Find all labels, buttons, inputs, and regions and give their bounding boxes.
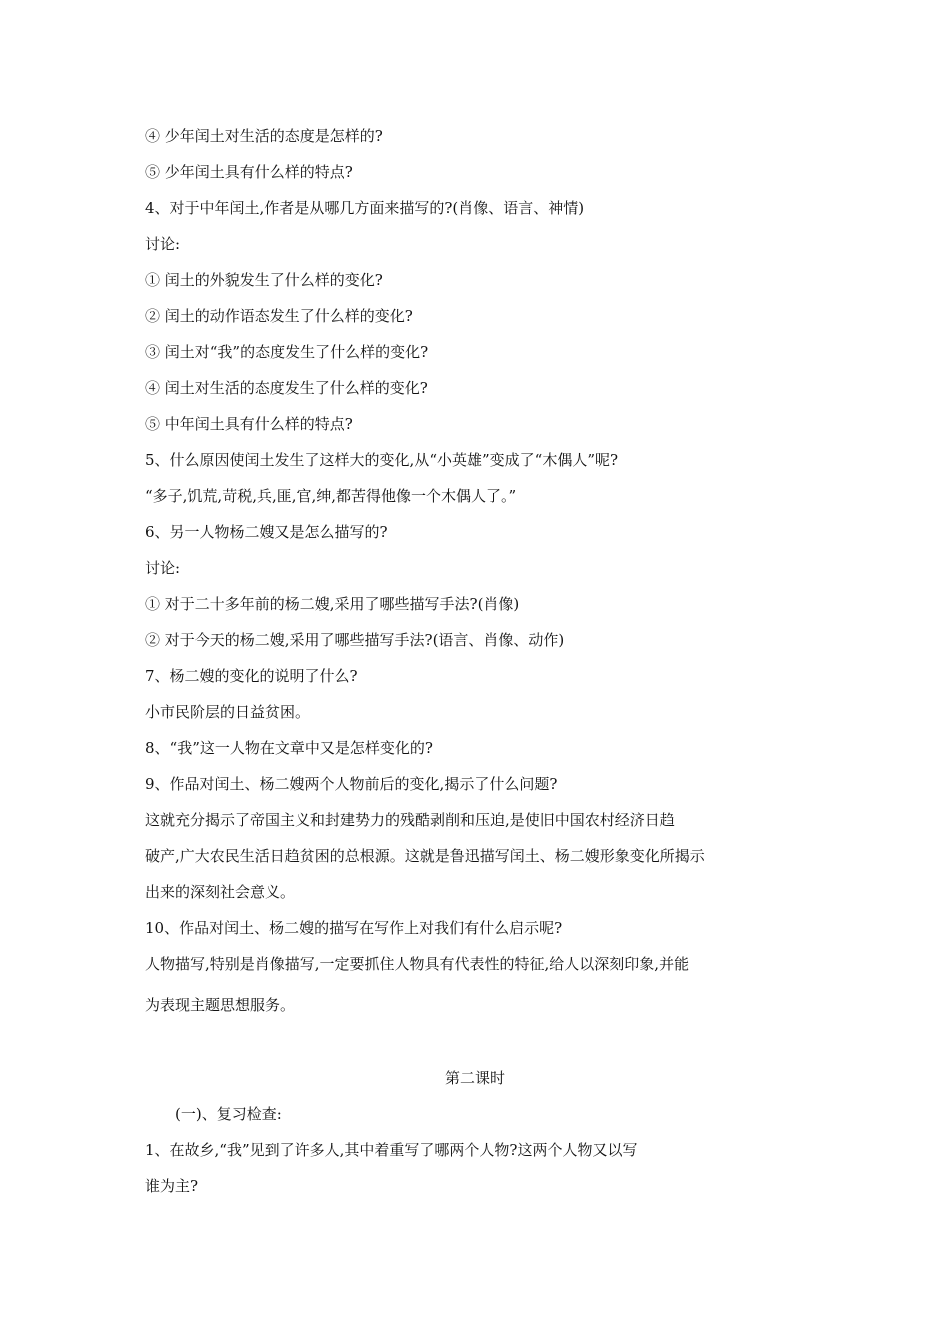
answer-line: 为表现主题思想服务。 bbox=[145, 996, 296, 1014]
question-line: 8、“我”这一人物在文章中又是怎样变化的? bbox=[145, 739, 433, 757]
question-line: ② 闰土的动作语态发生了什么样的变化? bbox=[145, 307, 413, 325]
answer-line: 小市民阶层的日益贫困。 bbox=[145, 703, 311, 721]
question-line: ⑤ 少年闰土具有什么样的特点? bbox=[145, 163, 353, 181]
answer-line: 破产,广大农民生活日趋贫困的总根源。这就是鲁迅描写闰土、杨二嫂形象变化所揭示 bbox=[145, 847, 705, 865]
question-line: ⑤ 中年闰土具有什么样的特点? bbox=[145, 415, 353, 433]
question-line: 5、什么原因使闰土发生了这样大的变化,从“小英雄”变成了“木偶人”呢? bbox=[145, 451, 619, 469]
quote-line: “多子,饥荒,苛税,兵,匪,官,绅,都苦得他像一个木偶人了。” bbox=[145, 487, 517, 505]
question-line: ② 对于今天的杨二嫂,采用了哪些描写手法?(语言、肖像、动作) bbox=[145, 631, 565, 649]
question-line: ③ 闰土对“我”的态度发生了什么样的变化? bbox=[145, 343, 429, 361]
question-line: ④ 少年闰土对生活的态度是怎样的? bbox=[145, 127, 383, 145]
discussion-label: 讨论: bbox=[145, 559, 181, 577]
answer-line: 这就充分揭示了帝国主义和封建势力的残酷剥削和压迫,是使旧中国农村经济日趋 bbox=[145, 811, 675, 829]
question-line: 10、作品对闰土、杨二嫂的描写在写作上对我们有什么启示呢? bbox=[145, 919, 563, 937]
review-question-line: 1、在故乡,“我”见到了许多人,其中着重写了哪两个人物?这两个人物又以写 bbox=[145, 1141, 638, 1159]
discussion-label: 讨论: bbox=[145, 235, 181, 253]
section-title: 第二课时 bbox=[444, 1069, 505, 1087]
question-line: 9、作品对闰土、杨二嫂两个人物前后的变化,揭示了什么问题? bbox=[145, 775, 558, 793]
review-question-line: 谁为主? bbox=[145, 1177, 199, 1195]
question-line: 7、杨二嫂的变化的说明了什么? bbox=[145, 667, 358, 685]
question-line: ④ 闰土对生活的态度发生了什么样的变化? bbox=[145, 379, 428, 397]
question-line: 6、另一人物杨二嫂又是怎么描写的? bbox=[145, 523, 388, 541]
question-line: 4、对于中年闰土,作者是从哪几方面来描写的?(肖像、语言、神情) bbox=[145, 199, 585, 217]
question-line: ① 对于二十多年前的杨二嫂,采用了哪些描写手法?(肖像) bbox=[145, 595, 520, 613]
subheading: (一)、复习检查: bbox=[175, 1105, 282, 1123]
answer-line: 人物描写,特别是肖像描写,一定要抓住人物具有代表性的特征,给人以深刻印象,并能 bbox=[145, 955, 690, 973]
question-line: ① 闰土的外貌发生了什么样的变化? bbox=[145, 271, 383, 289]
answer-line: 出来的深刻社会意义。 bbox=[145, 883, 296, 901]
